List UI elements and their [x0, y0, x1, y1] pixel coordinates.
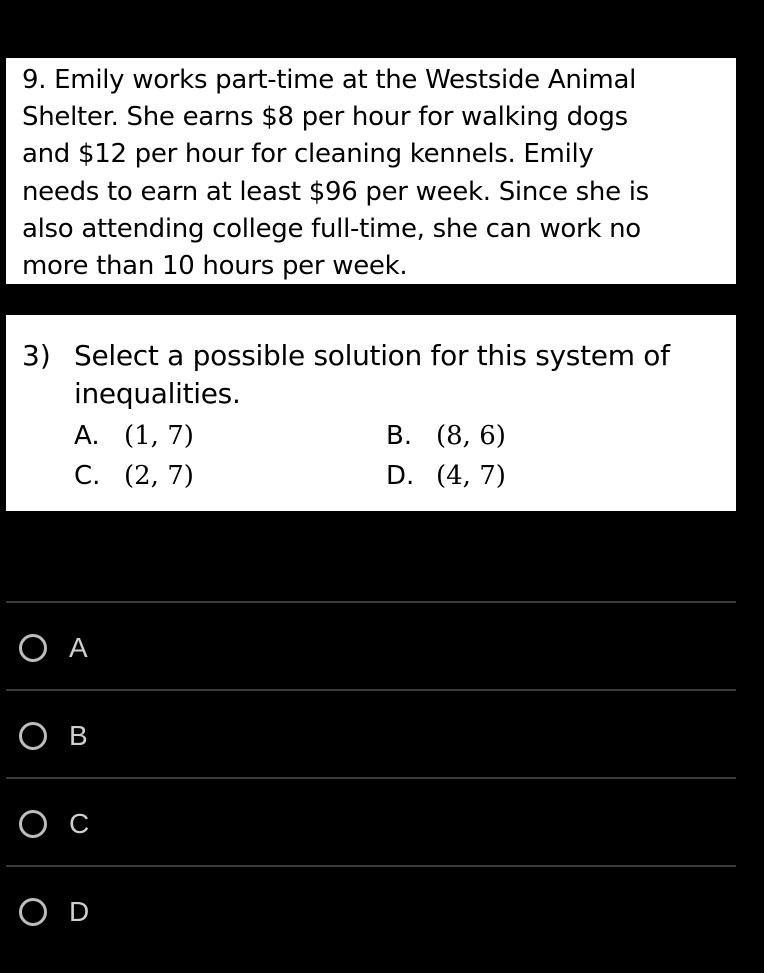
- problem-line: more than 10 hours per week.: [22, 251, 408, 282]
- problem-line: and $12 per hour for cleaning kennels. Emily: [22, 139, 594, 170]
- choice-letter: D.: [386, 461, 415, 491]
- answer-option-label: B: [69, 720, 88, 751]
- divider: [6, 865, 736, 867]
- problem-line: Shelter. She earns $8 per hour for walking dogs: [22, 102, 628, 133]
- choice-a: [74, 419, 194, 453]
- divider: [6, 601, 736, 603]
- question-card: [6, 315, 736, 511]
- choice-letter: A.: [74, 421, 100, 451]
- problem-statement-card: [6, 58, 736, 284]
- answer-option-label: C: [69, 808, 90, 839]
- answer-option-c[interactable]: [6, 782, 736, 868]
- answer-option-b[interactable]: [6, 694, 736, 780]
- radio-button-icon[interactable]: [19, 810, 47, 838]
- choice-b: [386, 419, 506, 453]
- divider: [6, 689, 736, 691]
- radio-button-icon[interactable]: [19, 722, 47, 750]
- problem-line: also attending college full-time, she can work no: [22, 213, 641, 244]
- divider: [6, 777, 736, 779]
- choice-c: [74, 459, 194, 493]
- choice-point: (4, 7): [436, 461, 506, 491]
- question-text-line: Select a possible solution for this system of: [74, 339, 670, 372]
- question-text: [74, 337, 670, 413]
- choice-d: [386, 459, 506, 493]
- choice-letter: C.: [74, 461, 101, 491]
- choice-point: (8, 6): [436, 421, 506, 451]
- choice-point: (2, 7): [124, 461, 194, 491]
- problem-line: 9. Emily works part-time at the Westside Animal: [22, 65, 637, 95]
- radio-button-icon[interactable]: [19, 634, 47, 662]
- radio-button-icon[interactable]: [19, 898, 47, 926]
- question-text-line: inequalities.: [74, 377, 241, 410]
- problem-line: needs to earn at least $96 per week. Since she is: [22, 176, 649, 207]
- answer-option-d[interactable]: [6, 870, 736, 956]
- answer-option-a[interactable]: [6, 606, 736, 692]
- choice-letter: B.: [386, 421, 413, 451]
- answer-option-label: D: [69, 896, 90, 927]
- answer-option-label: A: [69, 632, 88, 663]
- choice-point: (1, 7): [124, 421, 194, 451]
- question-number: 3): [22, 339, 51, 372]
